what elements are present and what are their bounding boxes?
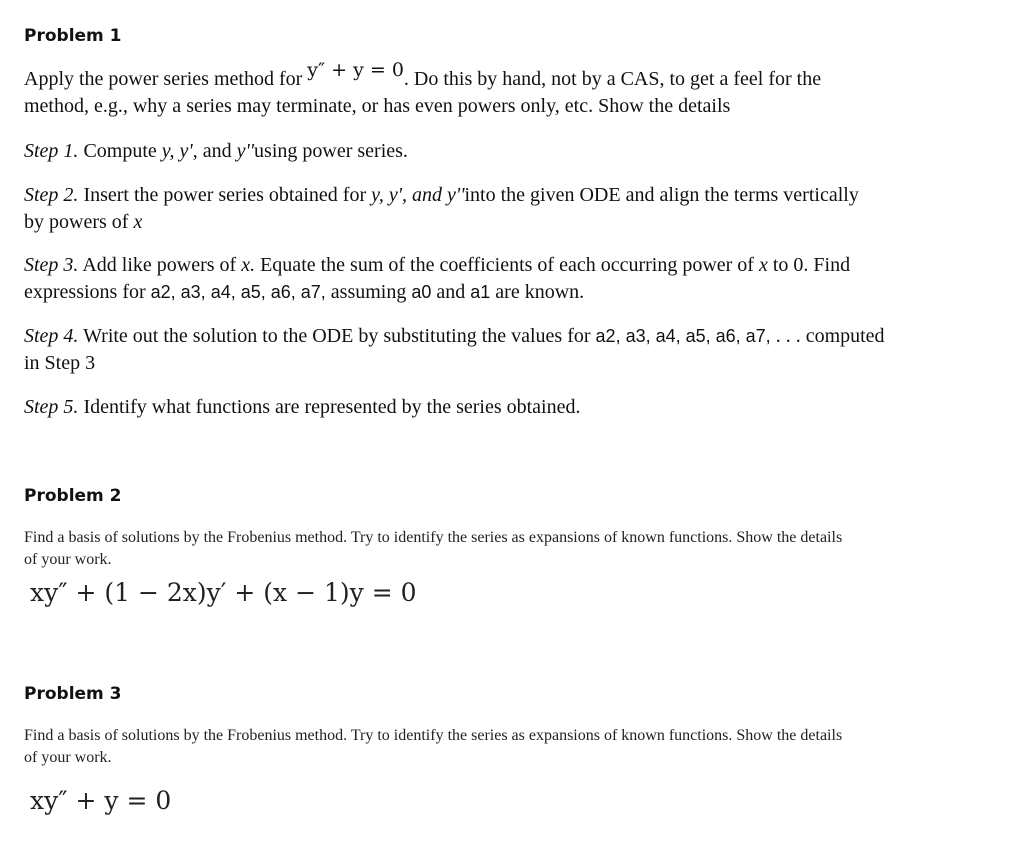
intro-line2: method, e.g., why a series may terminate, or has even powers only, etc. Show the details <box>24 95 731 117</box>
problem-3-line1: Find a basis of solutions by the Frobenius method. Try to identify the series as expansions of known functions. Show the details <box>24 727 843 744</box>
step-3-line2-a: expressions for <box>24 281 146 303</box>
step-1-text-c: using power series. <box>254 140 408 162</box>
problem-3-title: Problem 3 <box>24 684 122 704</box>
problem-3-equation: xy″ + y = 0 <box>30 786 172 815</box>
problem-2-equation: xy″ + (1 − 2x)y′ + (x − 1)y = 0 <box>30 578 417 607</box>
problem-1-title: Problem 1 <box>24 26 122 46</box>
problem-2-line1: Find a basis of solutions by the Frobenius method. Try to identify the series as expansions of known functions. Show the details <box>24 529 843 546</box>
step-2-line2: by powers of <box>24 211 129 233</box>
step-4 <box>24 323 969 377</box>
step-3-coeffs: a2, a3, a4, a5, a6, a7, <box>150 282 326 302</box>
step-1-text-a: Compute <box>83 140 157 162</box>
step-4-line2: in Step 3 <box>24 352 96 374</box>
step-4-label: Step 4. <box>24 325 79 347</box>
step-2-text-a: Insert the power series obtained for <box>83 184 367 206</box>
step-3-line2-c: and <box>436 281 466 303</box>
intro-after: . Do this by hand, not by a CAS, to get a feel for the <box>403 68 822 90</box>
problem-1-equation: y″ + y = 0 <box>307 59 404 81</box>
step-4-dots: . . . computed <box>775 325 885 347</box>
problem-2-line2: of your work. <box>24 551 112 568</box>
step-4-coeffs: a2, a3, a4, a5, a6, a7, <box>595 326 771 346</box>
step-3-label: Step 3. <box>24 254 79 276</box>
step-3-var-x: x. <box>241 254 256 276</box>
step-1-text-b: and <box>202 140 232 162</box>
step-3-text-a: Add like powers of <box>82 254 237 276</box>
step-3-a0: a0 <box>411 282 432 302</box>
step-1 <box>24 138 969 165</box>
problem-2-title: Problem 2 <box>24 486 122 506</box>
step-2-text-b: into the given ODE and align the terms vertically <box>464 184 859 206</box>
step-2-var-x: x <box>133 211 143 233</box>
problem-3-line2: of your work. <box>24 749 112 766</box>
step-3-text-c: to 0. Find <box>772 254 851 276</box>
step-1-label: Step 1. <box>24 140 79 162</box>
step-3-text-b: Equate the sum of the coefficients of each occurring power of <box>260 254 754 276</box>
step-3-line2-b: assuming <box>330 281 407 303</box>
step-3-a1: a1 <box>470 282 491 302</box>
problem-1-intro <box>24 59 969 120</box>
step-3 <box>24 252 969 306</box>
step-3-var-x2: x <box>758 254 768 276</box>
step-4-text-a: Write out the solution to the ODE by substituting the values for <box>83 325 591 347</box>
problem-3-text <box>24 725 969 769</box>
intro-before: Apply the power series method for <box>24 68 303 90</box>
step-2-vars: y, y', and y'' <box>371 184 465 206</box>
step-1-var2: y'' <box>236 140 255 162</box>
step-2 <box>24 182 969 236</box>
step-2-label: Step 2. <box>24 184 79 206</box>
step-1-vars: y, y', <box>161 140 203 162</box>
problem-2-text <box>24 527 969 571</box>
step-5-label: Step 5. <box>24 396 79 418</box>
step-5-text: Identify what functions are represented by the series obtained. <box>83 396 581 418</box>
step-3-line2-d: are known. <box>495 281 585 303</box>
step-5 <box>24 394 969 421</box>
